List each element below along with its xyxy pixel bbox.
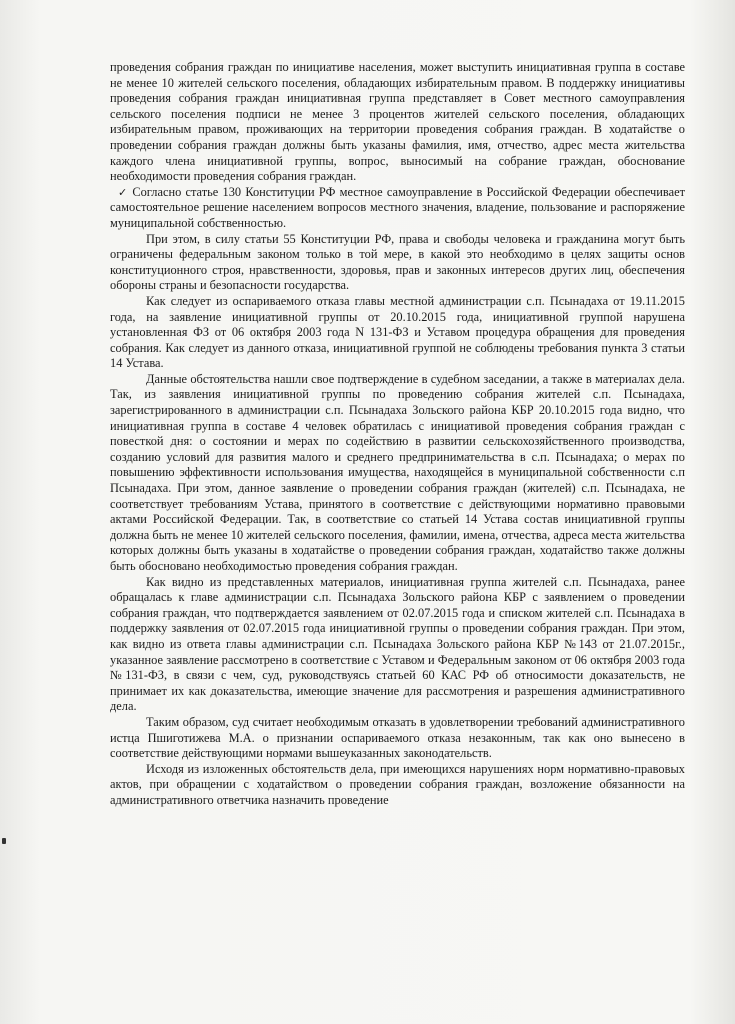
paragraph-intro: проведения собрания граждан по инициативе населения, может выступить инициативная группа в составе не менее 10 жителей сельского поселения, обладающих избирательным правом. В поддержку инициативы проведения собрания граждан инициативная группа представляет в Совет местного самоуправления сельского поселения подписи не менее 3 процентов жителей сельского поселения, обладающих избирательным правом, проживающих на территории проведения собрания граждан. В ходатайстве о проведении собрания граждан должны быть указаны фамилия, имя, отчество, адрес места жительства каждого члена инициативной группы, вопрос, выносимый на собрание граждан, обоснование необходимости проведения собрания граждан. [110,60,685,184]
paragraph-materials: Как видно из представленных материалов, инициативная группа жителей с.п. Псынадаха, ранее обращалась к главе администрации с.п. Псынадаха Зольского района КБР с заявлением о проведении собрания граждан, что подтверждается заявлением от 02.07.2015 года и списком жителей с.п. Псынадаха в поддержку заявления от 02.07.2015 года инициативной группы о проведении собрания граждан. При этом, как видно из ответа главы администрации с.п. Псынадаха Зольского района КБР №143 от 21.07.2015г., указанное заявление рассмотрено в соответствие с Уставом и Федеральным законом от 06 октября 2003 года №131-ФЗ, в связи с чем, суд, руководствуясь статьей 60 КАС РФ об относимости доказательств, не принимает их как доказательства, имеющие значение для рассмотрения и разрешения административного дела. [110,574,685,714]
paragraph-final: Исходя из изложенных обстоятельств дела, при имеющихся нарушениях норм нормативно-правовых актов, при обращении с ходатайством о проведении собрания граждан, возложение обязанности на административного ответчика назначить проведение [110,761,685,807]
paragraph-circumstances: Данные обстоятельства нашли свое подтверждение в судебном заседании, а также в материалах дела. Так, из заявления инициативной группы по проведению собрания жителей с.п. Псынадаха, зарегистрированного в администрации с.п. Псынадаха Зольского района КБР 20.10.2015 года видно, что инициативная группа в составе 4 человек обратилась с инициативой проведения собрания граждан с повесткой дня: о состоянии и мерах по содействию в развитии сельскохозяйственного производства, созданию условий для развития малого и среднего предпринимательства в с.п. Псынадаха; о мерах по повышению эффективности использования имущества, находящейся в муниципальной собственности с.п Псынадаха. При этом, данное заявление о проведении собрания граждан (жителей) с.п. Псынадаха, не соответствует требованиям Устава, принятого в соответствие с действующими нормативно правовыми актами Российской Федерации. Так, в соответствие со статьей 14 Устава состав инициативной группы должна быть не менее 10 жителей сельского поселения, фамилии, имена, отчества, адреса места жительства которых должны быть указаны в ходатайстве о проведении собрания граждан, ходатайство также должны быть обосновано необходимостью проведения собрания граждан. [110,371,685,573]
paragraph-constitution-130 [110,185,685,232]
paragraph-refusal: Как следует из оспариваемого отказа главы местной администрации с.п. Псынадаха от 19.11.2015 года, на заявление инициативной группы от 20.10.2015 года, инициативной группой нарушена установленная ФЗ от 06 октября 2003 года N 131-ФЗ и Уставом процедура обращения для проведения собрания. Как следует из данного отказа, инициативной группой не соблюдены требования пункта 3 статьи 14 Устава. [110,293,685,371]
document-body [110,60,685,809]
binding-mark [2,838,6,844]
checkmark-icon: ✓ [118,185,129,199]
paragraph-constitution-55: При этом, в силу статьи 55 Конституции РФ, права и свободы человека и гражданина могут быть ограничены федеральным законом только в той мере, в какой это необходимо в целях защиты основ конституционного строя, нравственности, здоровья, прав и законных интересов других лиц, обеспечения обороны страны и безопасности государства. [110,231,685,293]
paragraph-conclusion: Таким образом, суд считает необходимым отказать в удовлетворении требований административного истца Пшиготижева М.А. о признании оспариваемого отказа незаконным, так как оно вынесено в соответствие действующими нормами вышеуказанных законодательств. [110,714,685,761]
paragraph-text: Согласно статье 130 Конституции РФ местное самоуправление в Российской Федерации обеспечивает самостоятельное решение населением вопросов местного значения, владение, пользование и распоряжение муниципальной собственностью. [110,184,685,230]
